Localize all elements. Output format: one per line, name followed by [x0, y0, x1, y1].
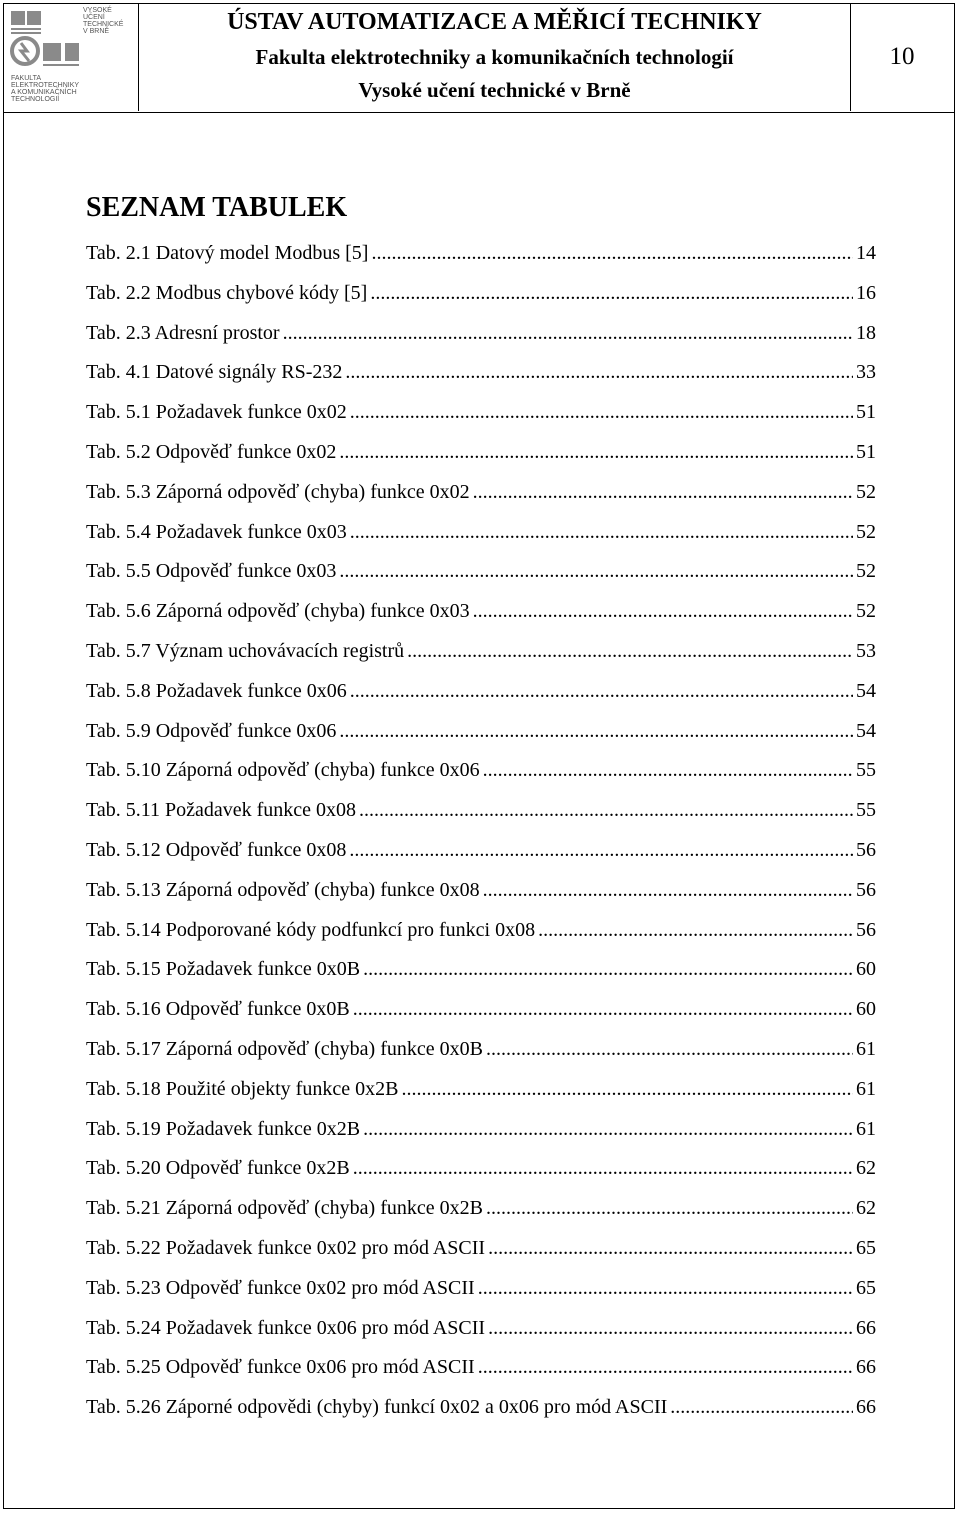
list-item[interactable] [86, 1396, 876, 1436]
entry-label: Tab. 5.20 Odpověď funkce 0x2B [86, 1157, 350, 1180]
entry-label: Tab. 5.12 Odpověď funkce 0x08 [86, 838, 347, 861]
dot-leader [670, 1396, 853, 1419]
entry-label: Tab. 5.9 Odpověď funkce 0x06 [86, 719, 337, 742]
entry-label: Tab. 5.18 Použité objekty funkce 0x2B [86, 1077, 399, 1100]
entry-label: Tab. 5.13 Záporná odpověď (chyba) funkce 0x08 [86, 878, 480, 901]
dot-leader [359, 799, 853, 822]
dot-leader [371, 242, 853, 265]
list-item[interactable] [86, 441, 876, 481]
list-item[interactable] [86, 1197, 876, 1237]
entry-page-number: 66 [856, 1316, 876, 1339]
entry-page-number: 62 [856, 1157, 876, 1180]
entry-page-number: 56 [856, 878, 876, 901]
dot-leader [350, 680, 853, 703]
dot-leader [345, 361, 853, 384]
entry-label: Tab. 5.1 Požadavek funkce 0x02 [86, 401, 347, 424]
dot-leader [478, 1356, 853, 1379]
entry-page-number: 62 [856, 1197, 876, 1220]
entry-page-number: 55 [856, 759, 876, 782]
list-item[interactable] [86, 401, 876, 441]
entry-label: Tab. 5.5 Odpověď funkce 0x03 [86, 560, 337, 583]
list-item[interactable] [86, 560, 876, 600]
university-name: Vysoké učení technické v Brně [358, 78, 631, 102]
entry-label: Tab. 5.21 Záporná odpověď (chyba) funkce 0x2B [86, 1197, 483, 1220]
entry-label: Tab. 2.3 Adresní prostor [86, 321, 280, 344]
entry-page-number: 54 [856, 719, 876, 742]
entry-page-number: 61 [856, 1077, 876, 1100]
entry-page-number: 60 [856, 998, 876, 1021]
entry-label: Tab. 5.24 Požadavek funkce 0x06 pro mód ASCII [86, 1316, 486, 1339]
entry-page-number: 65 [856, 1236, 876, 1259]
dot-leader [339, 720, 853, 743]
entry-page-number: 56 [856, 838, 876, 861]
list-item[interactable] [86, 799, 876, 839]
entry-page-number: 52 [856, 520, 876, 543]
entry-page-number: 51 [856, 401, 876, 424]
dot-leader [473, 600, 853, 623]
dot-leader [350, 521, 853, 544]
list-item[interactable] [86, 759, 876, 799]
entry-label: Tab. 5.3 Záporná odpověď (chyba) funkce 0x02 [86, 480, 470, 503]
dot-leader [353, 1157, 853, 1180]
dot-leader [486, 1197, 853, 1220]
list-item[interactable] [86, 1157, 876, 1197]
dot-leader [488, 1317, 853, 1340]
entry-label: Tab. 5.7 Význam uchovávacích registrů [86, 639, 405, 662]
dot-leader [350, 401, 853, 424]
dot-leader [363, 958, 853, 981]
entry-page-number: 65 [856, 1276, 876, 1299]
entry-page-number: 33 [856, 361, 876, 384]
entry-label: Tab. 5.26 Záporné odpovědi (chyby) funkcí 0x02 a 0x06 pro mód ASCII [86, 1396, 668, 1419]
entry-page-number: 51 [856, 440, 876, 463]
list-item[interactable] [86, 839, 876, 879]
list-item[interactable] [86, 919, 876, 959]
dot-leader [370, 282, 853, 305]
entry-label: Tab. 5.17 Záporná odpověď (chyba) funkce 0x0B [86, 1037, 483, 1060]
list-item[interactable] [86, 521, 876, 561]
list-item[interactable] [86, 998, 876, 1038]
list-item[interactable] [86, 720, 876, 760]
entry-page-number: 53 [856, 639, 876, 662]
entry-label: Tab. 5.23 Odpověď funkce 0x02 pro mód ASCII [86, 1276, 475, 1299]
logo-text-university: VYSOKÉ UČENÍ TECHNICKÉ V BRNĚ [83, 7, 124, 35]
entry-page-number: 52 [856, 560, 876, 583]
entry-page-number: 54 [856, 679, 876, 702]
entry-label: Tab. 5.4 Požadavek funkce 0x03 [86, 520, 347, 543]
dot-leader [353, 998, 853, 1021]
list-item[interactable] [86, 958, 876, 998]
list-item[interactable] [86, 282, 876, 322]
page-number: 10 [889, 43, 915, 70]
list-item[interactable] [86, 1038, 876, 1078]
entry-label: Tab. 5.2 Odpověď funkce 0x02 [86, 440, 337, 463]
dot-leader [483, 879, 853, 902]
entry-page-number: 55 [856, 799, 876, 822]
entry-label: Tab. 5.11 Požadavek funkce 0x08 [86, 799, 356, 822]
institute-name: ÚSTAV AUTOMATIZACE A MĚŘICÍ TECHNIKY [227, 9, 762, 35]
dot-leader [483, 759, 853, 782]
entry-page-number: 66 [856, 1396, 876, 1419]
entry-label: Tab. 5.25 Odpověď funkce 0x06 pro mód ASCII [86, 1356, 475, 1379]
entry-page-number: 60 [856, 958, 876, 981]
entry-label: Tab. 5.6 Záporná odpověď (chyba) funkce 0x03 [86, 600, 470, 623]
list-item[interactable] [86, 481, 876, 521]
list-item[interactable] [86, 680, 876, 720]
header-title-block [139, 3, 851, 111]
dot-leader [538, 919, 853, 942]
entry-page-number: 52 [856, 600, 876, 623]
dot-leader [478, 1277, 853, 1300]
university-logo [3, 3, 139, 111]
entry-label: Tab. 2.2 Modbus chybové kódy [5] [86, 281, 368, 304]
list-item[interactable] [86, 600, 876, 640]
table-list [86, 242, 876, 1436]
dot-leader [339, 441, 853, 464]
entry-page-number: 56 [856, 918, 876, 941]
list-item[interactable] [86, 1237, 876, 1277]
entry-label: Tab. 5.22 Požadavek funkce 0x02 pro mód ASCII [86, 1236, 486, 1259]
entry-page-number: 18 [856, 321, 876, 344]
page-header [3, 3, 955, 113]
list-item[interactable] [86, 1277, 876, 1317]
entry-label: Tab. 5.19 Požadavek funkce 0x2B [86, 1117, 361, 1140]
entry-page-number: 14 [856, 242, 876, 264]
list-item[interactable] [86, 361, 876, 401]
dot-leader [473, 481, 853, 504]
faculty-name: Fakulta elektrotechniky a komunikačních technologií [255, 45, 734, 69]
entry-page-number: 52 [856, 480, 876, 503]
entry-page-number: 61 [856, 1037, 876, 1060]
entry-label: Tab. 5.16 Odpověď funkce 0x0B [86, 998, 350, 1021]
entry-label: Tab. 5.10 Záporná odpověď (chyba) funkce 0x06 [86, 759, 480, 782]
entry-label: Tab. 5.8 Požadavek funkce 0x06 [86, 679, 347, 702]
dot-leader [407, 640, 853, 663]
list-item[interactable] [86, 322, 876, 362]
logo-text-faculty: FAKULTA ELEKTROTECHNIKY A KOMUNIKAČNÍCH TECHNOLOGIÍ [11, 75, 80, 103]
dot-leader [488, 1237, 853, 1260]
entry-label: Tab. 2.1 Datový model Modbus [5] [86, 242, 369, 264]
dot-leader [486, 1038, 853, 1061]
list-item[interactable] [86, 640, 876, 680]
dot-leader [339, 560, 853, 583]
dot-leader [401, 1078, 853, 1101]
list-item[interactable] [86, 1317, 876, 1357]
list-item[interactable] [86, 242, 876, 282]
entry-page-number: 61 [856, 1117, 876, 1140]
list-item[interactable] [86, 1356, 876, 1396]
dot-leader [363, 1118, 853, 1141]
list-item[interactable] [86, 1118, 876, 1158]
entry-page-number: 16 [856, 281, 876, 304]
entry-label: Tab. 5.15 Požadavek funkce 0x0B [86, 958, 361, 981]
section-title: SEZNAM TABULEK [86, 192, 348, 223]
list-item[interactable] [86, 1078, 876, 1118]
list-item[interactable] [86, 879, 876, 919]
dot-leader [283, 322, 853, 345]
entry-page-number: 66 [856, 1356, 876, 1379]
entry-label: Tab. 4.1 Datové signály RS-232 [86, 361, 343, 384]
entry-label: Tab. 5.14 Podporované kódy podfunkcí pro funkci 0x08 [86, 918, 536, 941]
dot-leader [349, 839, 853, 862]
